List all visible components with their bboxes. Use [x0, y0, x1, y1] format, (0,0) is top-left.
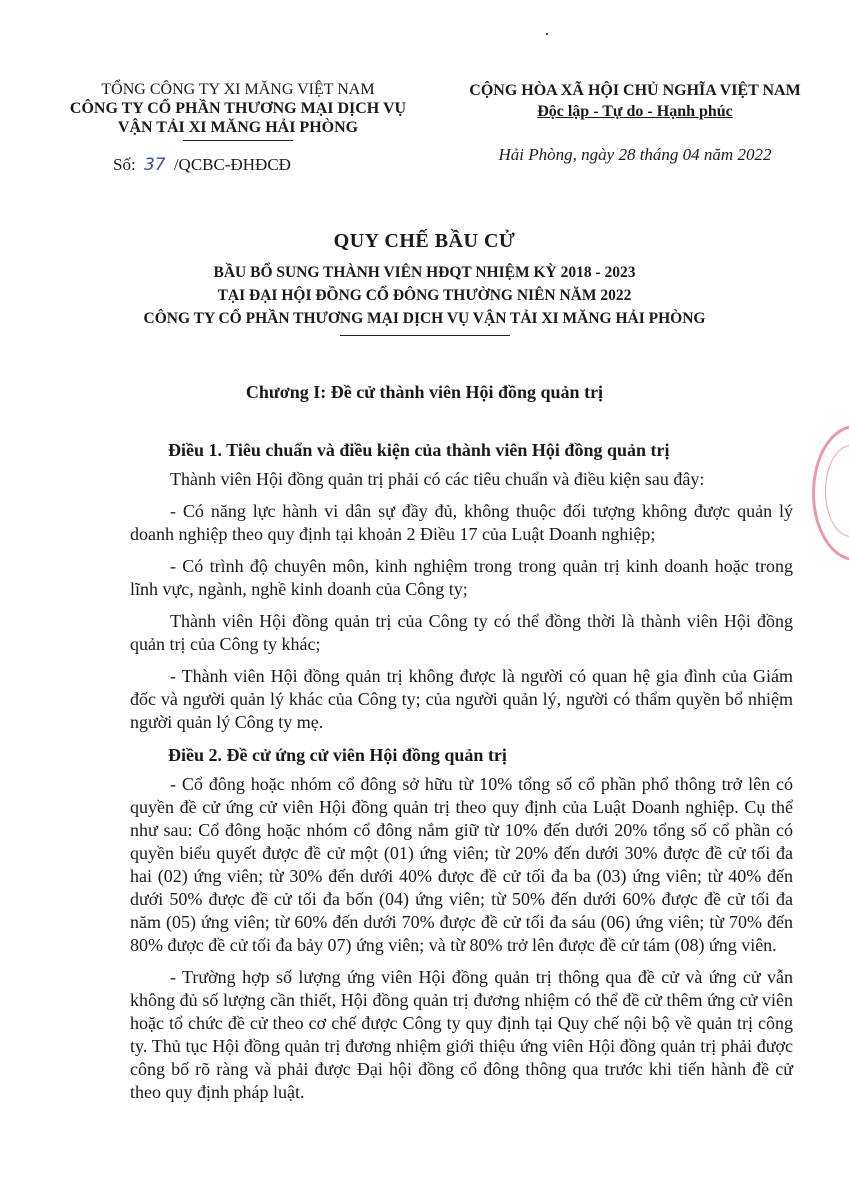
scan-speck — [546, 33, 548, 35]
document-date: Hải Phòng, ngày 28 tháng 04 năm 2022 — [498, 145, 772, 164]
article-1-paragraph: - Có năng lực hành vi dân sự đầy đủ, không thuộc đối tượng không được quản lý doanh nghiệp theo quy định tại khoản 2 Điều 17 của Luật Doanh nghiệp; — [130, 501, 793, 544]
national-title: CỘNG HÒA XÃ HỘI CHỦ NGHĨA VIỆT NAM — [469, 82, 801, 99]
reference-prefix: Số: — [113, 155, 136, 174]
document-title: QUY CHẾ BẦU CỬ — [333, 230, 516, 252]
document-body — [130, 438, 793, 1113]
article-2-paragraph: - Trường hợp số lượng ứng viên Hội đồng quản trị thông qua đề cử và ứng cử vẫn không đủ số lượng cần thiết, Hội đồng quản trị đương nhiệm có thể đề cử thêm ứng cử viên hoặc tổ chức đề cử theo cơ chế được Công ty quy định tại Quy chế nội bộ về quản trị công ty. Thủ tục Hội đồng quản trị đương nhiệm giới thiệu ứng viên Hội đồng quản trị phải được công bố rõ ràng và phải được Đại hội đồng cổ đông thông qua trước khi tiến hành đề cử theo quy định pháp luật. — [130, 967, 793, 1102]
company-name-line1: CÔNG TY CỔ PHẦN THƯƠNG MẠI DỊCH VỤ — [69, 100, 407, 117]
article-1-heading: Điều 1. Tiêu chuẩn và điều kiện của thành viên Hội đồng quản trị — [168, 440, 670, 460]
subtitle-3: CÔNG TY CỔ PHẦN THƯƠNG MẠI DỊCH VỤ VẬN TẢI XI MĂNG HẢI PHÒNG — [143, 310, 706, 327]
national-header — [445, 80, 825, 122]
parent-company-name: TỔNG CÔNG TY XI MĂNG VIỆT NAM — [101, 81, 375, 98]
article-2-paragraph: - Cổ đông hoặc nhóm cổ đông sở hữu từ 10% tổng số cổ phần phổ thông trở lên có quyền đề cử ứng cử viên Hội đồng quản trị theo quy định của Luật Doanh nghiệp. Cụ thể như sau: Cổ đông hoặc nhóm cổ đông nắm giữ từ 10% đến dưới 20% tổng số cổ phần có quyền biểu quyết được đề cử một (01) ứng viên; từ 20% đến dưới 30% được đề cử tối đa hai (02) ứng viên; từ 30% đến dưới 40% được đề cử tối đa ba (03) ứng viên; từ 40% đến dưới 50% được đề cử tối đa bốn (04) ứng viên; từ 50% đến dưới 60% được đề cử tối đa năm (05) ứng viên; từ 60% đến dưới 70% được đề cử tối đa sáu (06) ứng viên; từ 70% đến 80% được đề cử tối đa bảy 07) ứng viên; và từ 80% trở lên được đề cử tám (08) ứng viên. — [130, 774, 793, 955]
national-motto: Độc lập - Tự do - Hạnh phúc — [537, 103, 733, 120]
reference-number: 37 — [143, 155, 166, 175]
company-name-line2: VẬN TẢI XI MĂNG HẢI PHÒNG — [117, 119, 359, 136]
header-left-rule — [183, 140, 293, 141]
chapter-heading: Chương I: Đề cử thành viên Hội đồng quản trị — [245, 382, 604, 402]
title-block — [40, 230, 809, 336]
article-1-paragraph: - Thành viên Hội đồng quản trị không được là người có quan hệ gia đình của Giám đốc và người quản lý khác của Công ty; của người quản lý, người có thẩm quyền bổ nhiệm người quản lý Công ty mẹ. — [130, 666, 793, 732]
subtitle-2: TẠI ĐẠI HỘI ĐỒNG CỔ ĐÔNG THƯỜNG NIÊN NĂM 2022 — [217, 287, 632, 304]
issuer-header — [48, 80, 428, 141]
article-2-heading: Điều 2. Đề cử ứng cử viên Hội đồng quản trị — [168, 745, 507, 765]
article-1-paragraph: - Có trình độ chuyên môn, kinh nghiệm trong trong quản trị kinh doanh hoặc trong lĩnh vực, ngành, nghề kinh doanh của Công ty; — [130, 556, 793, 599]
subtitle-1: BẦU BỔ SUNG THÀNH VIÊN HĐQT NHIỆM KỲ 2018 - 2023 — [213, 264, 636, 281]
article-1-paragraph: Thành viên Hội đồng quản trị của Công ty có thể đồng thời là thành viên Hội đồng quản trị của Công ty khác; — [130, 611, 793, 654]
document-reference — [113, 155, 291, 175]
title-rule — [340, 335, 510, 336]
article-1-paragraph: Thành viên Hội đồng quản trị phải có các tiêu chuẩn và điều kiện sau đây: — [170, 469, 705, 489]
reference-suffix: /QCBC-ĐHĐCĐ — [173, 155, 291, 174]
